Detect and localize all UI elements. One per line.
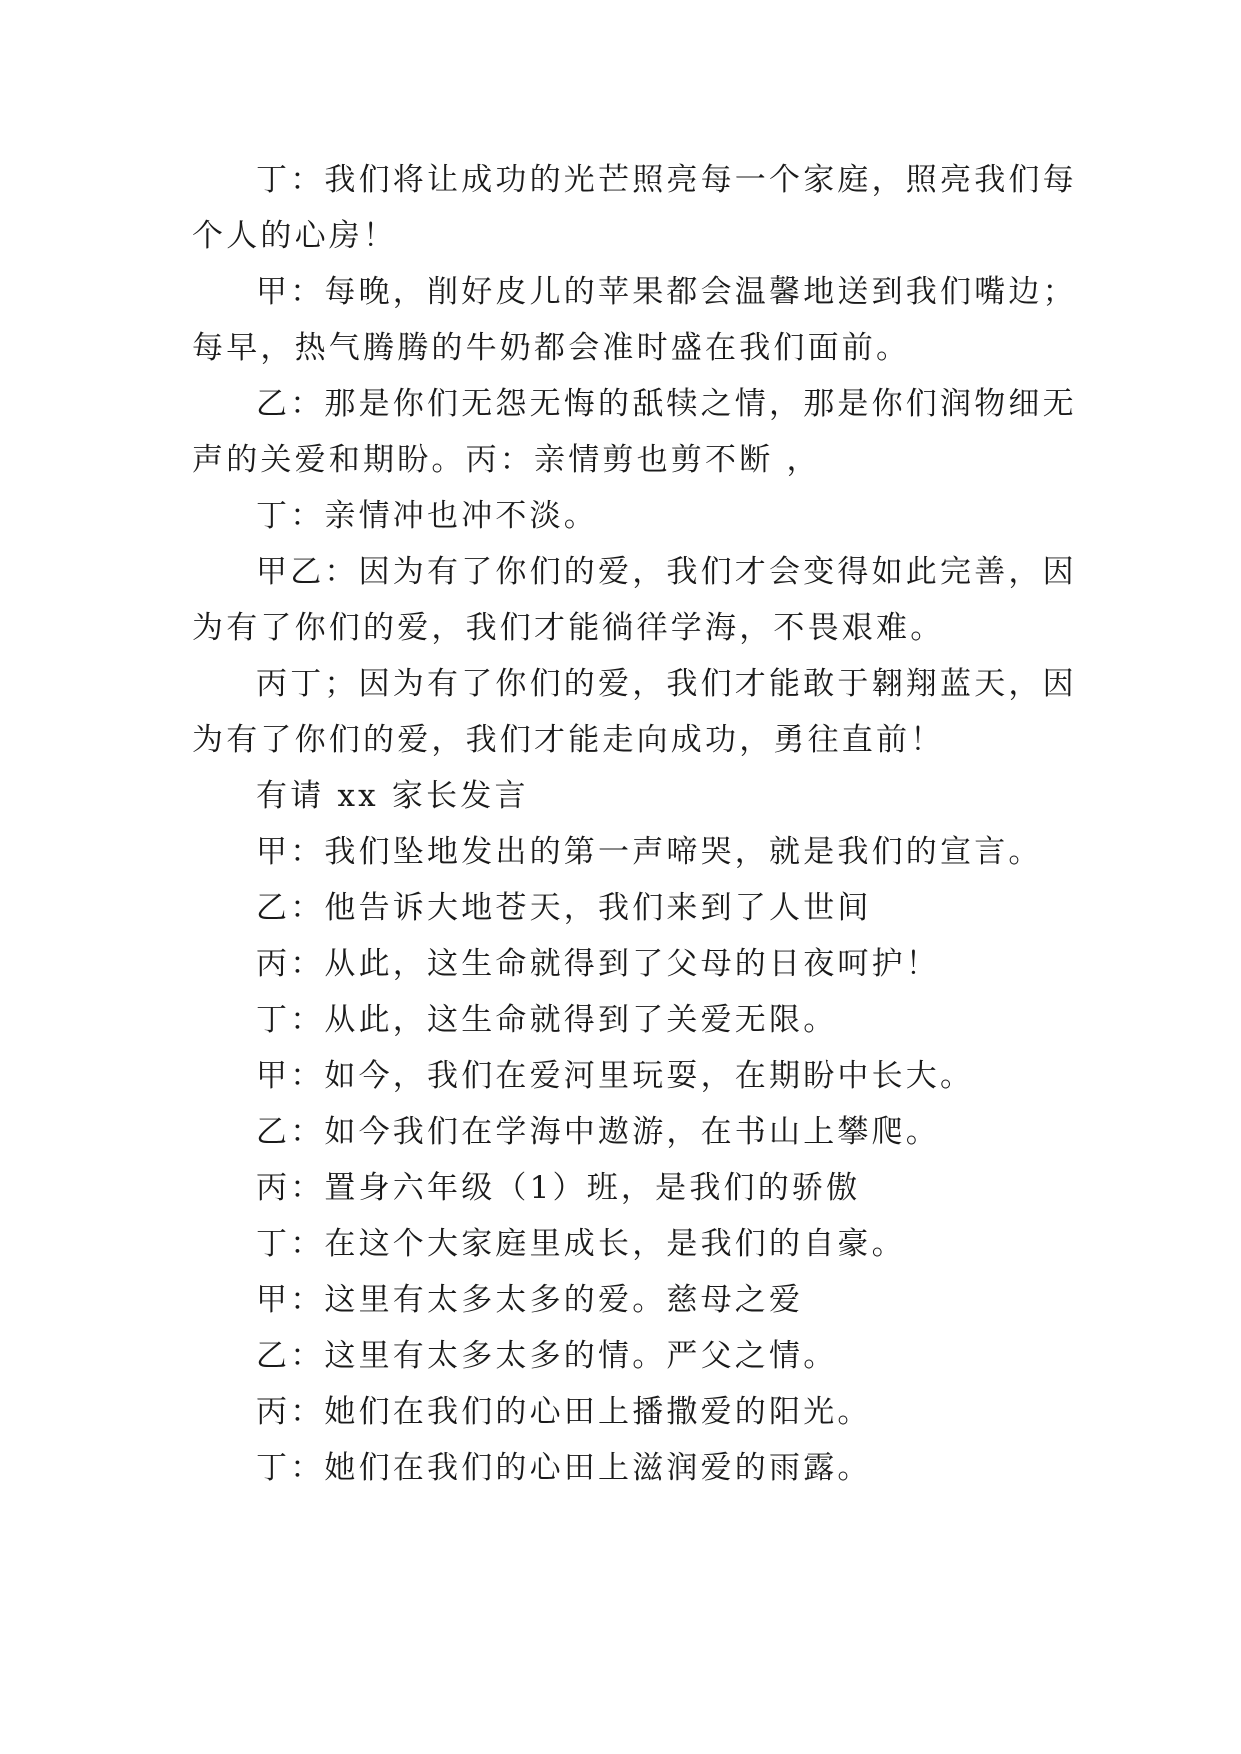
paragraph-line: 丁：从此，这生命就得到了关爱无限。: [256, 1002, 838, 1038]
paragraph-line: 丙：她们在我们的心田上播撒爱的阳光。: [256, 1394, 872, 1430]
paragraph-line: 个人的心房！: [192, 218, 398, 254]
paragraph-line: 甲：我们坠地发出的第一声啼哭，就是我们的宣言。: [256, 834, 1043, 870]
paragraph-line: 为有了你们的爱，我们才能走向成功，勇往直前！: [192, 722, 945, 758]
paragraph-line: 甲：如今，我们在爱河里玩耍，在期盼中长大。: [256, 1058, 975, 1094]
paragraph-line: 丙丁；因为有了你们的爱，我们才能敢于翱翔蓝天，因: [256, 666, 1077, 702]
paragraph-line: 甲：每晚，削好皮儿的苹果都会温馨地送到我们嘴边；: [256, 274, 1077, 310]
paragraph-line: 乙：那是你们无怨无悔的舐犊之情，那是你们润物细无: [256, 386, 1077, 422]
paragraph-line: 丁：亲情冲也冲不淡。: [256, 498, 598, 534]
paragraph-line: 乙：这里有太多太多的情。严父之情。: [256, 1338, 838, 1374]
paragraph-line: 乙：他告诉大地苍天，我们来到了人世间: [256, 890, 872, 926]
paragraph-line: 有请 xx 家长发言: [256, 778, 529, 814]
paragraph-line: 丙：置身六年级（1）班，是我们的骄傲: [256, 1170, 861, 1206]
paragraph-line: 丙：从此，这生命就得到了父母的日夜呵护！: [256, 946, 940, 982]
paragraph-line: 甲乙：因为有了你们的爱，我们才会变得如此完善，因: [256, 554, 1077, 590]
paragraph-line: 丁：我们将让成功的光芒照亮每一个家庭，照亮我们每: [256, 162, 1077, 198]
paragraph-line: 每早，热气腾腾的牛奶都会准时盛在我们面前。: [192, 330, 911, 366]
paragraph-line: 丁：在这个大家庭里成长，是我们的自豪。: [256, 1226, 906, 1262]
paragraph-line: 乙：如今我们在学海中遨游，在书山上攀爬。: [256, 1114, 940, 1150]
paragraph-line: 声的关爱和期盼。丙：亲情剪也剪不断 ，: [192, 442, 821, 478]
paragraph-line: 甲：这里有太多太多的爱。慈母之爱: [256, 1282, 804, 1318]
paragraph-line: 丁：她们在我们的心田上滋润爱的雨露。: [256, 1450, 872, 1486]
paragraph-line: 为有了你们的爱，我们才能徜徉学海，不畏艰难。: [192, 610, 945, 646]
